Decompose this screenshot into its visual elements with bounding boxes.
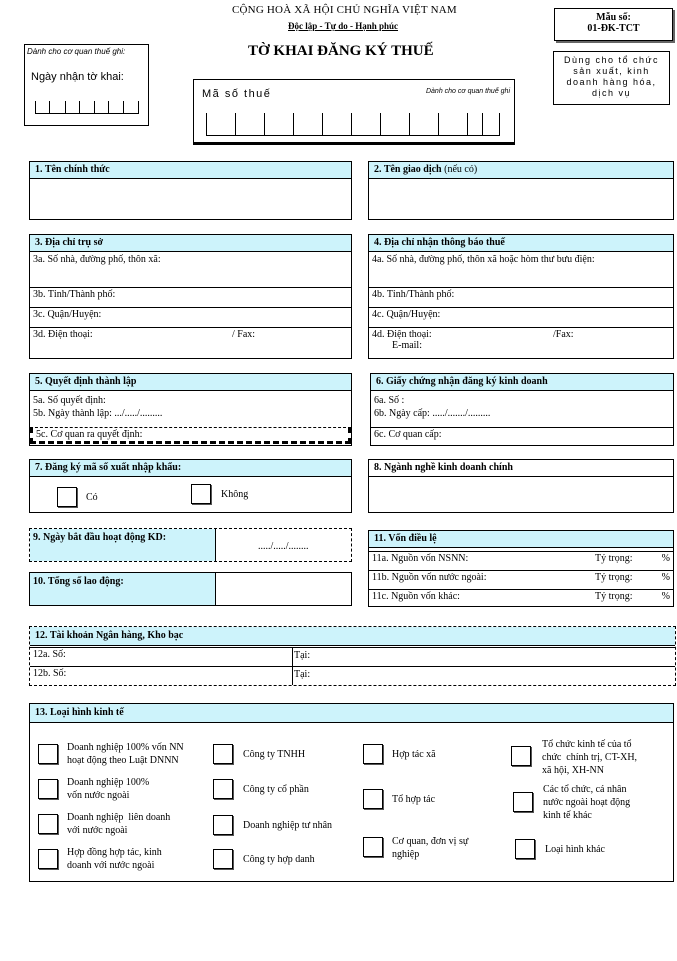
s4-fax: /Fax:	[553, 329, 574, 340]
section-13-title: 13. Loại hình kinh tế	[30, 704, 673, 723]
type-checkbox[interactable]	[213, 744, 233, 764]
section-8-title: 8. Ngành nghề kinh doanh chính	[369, 460, 673, 477]
s12a-label: 12a. Số:	[33, 649, 66, 660]
type-joint-venture: Doanh nghiệp liên doanh với nước ngoài	[67, 812, 171, 836]
type-checkbox[interactable]	[515, 839, 535, 859]
section-2-title-text: 2. Tên giao dịch	[374, 164, 442, 175]
form-code: 01-ĐK-TCT	[587, 23, 640, 34]
receipt-date-label: Ngày nhận tờ khai:	[31, 71, 124, 83]
s3-street[interactable]: 3a. Số nhà, đường phố, thôn xã:	[33, 254, 161, 265]
s11a-pct: %	[661, 553, 670, 564]
s4-phone: 4d. Điện thoại:	[372, 329, 432, 340]
s6-issue-date[interactable]: 6b. Ngày cấp: ...../......./.........	[374, 408, 491, 419]
section-11-title: 11. Vốn điều lệ	[369, 531, 673, 548]
section-2-title-note: (nếu có)	[444, 164, 478, 175]
s4-province[interactable]: 4b. Tỉnh/Thành phố:	[369, 287, 673, 301]
tax-office-note-right: Dành cho cơ quan thuế ghi	[425, 88, 510, 95]
trade-name-field[interactable]	[369, 180, 673, 219]
s3-phone: 3d. Điện thoại:	[33, 329, 93, 340]
section-3	[29, 234, 352, 359]
form-title: TỜ KHAI ĐĂNG KÝ THUẾ	[248, 43, 434, 59]
start-date-field[interactable]: ...../...../........	[258, 541, 309, 552]
type-cooperative: Hợp tác xã	[392, 749, 436, 760]
type-checkbox[interactable]	[511, 746, 531, 766]
type-foreign-individuals: Các tổ chức, cá nhân nước ngoài hoạt động kinh tế khác	[543, 784, 631, 821]
s11a-label: 11a. Nguồn vốn NSNN:	[372, 553, 469, 564]
type-checkbox[interactable]	[38, 744, 58, 764]
type-bcc: Hợp đồng hợp tác, kinh doanh với nước ngoài	[67, 847, 162, 871]
s6-issuing-body[interactable]: 6c. Cơ quan cấp:	[371, 427, 673, 441]
type-private: Doanh nghiệp tư nhân	[243, 820, 333, 831]
form-code-label: Mẫu số:	[596, 12, 631, 23]
form-code-box	[554, 8, 673, 41]
country-name: CỘNG HOÀ XÃ HỘI CHỦ NGHĨA VIỆT NAM	[232, 4, 457, 16]
section-11	[368, 530, 674, 607]
official-name-field[interactable]	[30, 180, 351, 219]
type-checkbox[interactable]	[38, 849, 58, 869]
receipt-date-field[interactable]	[35, 93, 139, 114]
section-4	[368, 234, 674, 359]
section-1-title: 1. Tên chính thức	[30, 162, 351, 179]
tax-code-label: Mã số thuế	[202, 88, 272, 100]
s7-yes-label: Có	[86, 492, 98, 503]
type-partnership: Công ty hợp danh	[243, 854, 315, 865]
section-4-title: 4. Địa chỉ nhận thông báo thuế	[369, 235, 673, 252]
s11-row[interactable]	[369, 589, 673, 603]
s12b-label: 12b. Số:	[33, 668, 67, 679]
section-12-title: 12. Tài khoản Ngân hàng, Kho bạc	[30, 627, 675, 646]
receipt-box	[24, 44, 149, 126]
type-checkbox[interactable]	[213, 815, 233, 835]
tax-office-note-left: Dành cho cơ quan thuế ghi:	[27, 47, 126, 56]
section-9	[29, 528, 352, 562]
s3-district[interactable]: 3c. Quận/Huyện:	[30, 307, 351, 321]
type-checkbox[interactable]	[363, 789, 383, 809]
motto: Độc lập - Tự do - Hạnh phúc	[288, 21, 399, 31]
usage-note: Dùng cho tổ chức sản xuất, kinh doanh hàng hóa, dịch vụ	[563, 55, 660, 98]
s4-email: E-mail:	[392, 340, 422, 351]
type-checkbox[interactable]	[38, 779, 58, 799]
s4-district[interactable]: 4c. Quận/Huyện:	[369, 307, 673, 321]
section-10	[29, 572, 352, 606]
section-10-title: 10. Tổng số lao động:	[30, 573, 216, 605]
section-6-title: 6. Giấy chứng nhận đăng ký kinh doanh	[371, 374, 673, 391]
s5-founding-date[interactable]: 5b. Ngày thành lập: .../...../.........	[33, 408, 163, 419]
type-cooperative-group: Tổ hợp tác	[392, 794, 436, 805]
s4-phone-row[interactable]	[369, 327, 673, 352]
s5-decision-no[interactable]: 5a. Số quyết định:	[33, 395, 106, 406]
s11c-pct: %	[661, 591, 670, 602]
usage-note-box	[553, 51, 670, 105]
section-7	[29, 459, 352, 513]
type-checkbox[interactable]	[363, 837, 383, 857]
business-line-field[interactable]	[369, 482, 673, 512]
section-2	[368, 161, 674, 220]
tax-code-box	[193, 79, 515, 145]
section-13	[29, 703, 674, 882]
section-8	[368, 459, 674, 513]
type-checkbox[interactable]	[38, 814, 58, 834]
type-checkbox[interactable]	[213, 849, 233, 869]
s12b-row[interactable]	[30, 666, 675, 685]
s12-divider	[292, 647, 293, 685]
s11c-label: 11c. Nguồn vốn khác:	[372, 591, 460, 602]
s12a-at: Tại:	[294, 650, 311, 661]
s7-yes-checkbox[interactable]	[57, 487, 77, 507]
section-2-title	[369, 162, 673, 179]
s12a-row[interactable]	[30, 647, 675, 666]
s11a-ratio: Tỷ trọng:	[595, 553, 633, 564]
type-foreign-owned: Doanh nghiệp 100% vốn nước ngoài	[67, 777, 150, 801]
type-jsc: Công ty cổ phần	[243, 784, 309, 795]
type-llc: Công ty TNHH	[243, 749, 306, 760]
section-3-title: 3. Địa chỉ trụ sở	[30, 235, 351, 252]
type-other: Loại hình khác	[545, 844, 605, 855]
s3-phone-row[interactable]	[30, 327, 351, 341]
tax-code-field[interactable]	[206, 111, 500, 136]
type-checkbox[interactable]	[513, 792, 533, 812]
s6-cert-no[interactable]: 6a. Số :	[374, 395, 405, 406]
section-9-title: 9. Ngày bắt đầu hoạt động KD:	[30, 529, 216, 561]
section-12	[29, 626, 676, 686]
section-1	[29, 161, 352, 220]
type-checkbox[interactable]	[363, 744, 383, 764]
type-checkbox[interactable]	[213, 779, 233, 799]
s11b-label: 11b. Nguồn vốn nước ngoài:	[372, 572, 487, 583]
type-state-owned: Doanh nghiệp 100% vốn NN hoạt động theo Luật DNNN	[67, 742, 184, 766]
s11b-ratio: Tỷ trọng:	[595, 572, 633, 583]
s11c-ratio: Tỷ trọng:	[595, 591, 633, 602]
s11b-pct: %	[661, 572, 670, 583]
s5-issuing-body[interactable]: 5c. Cơ quan ra quyết định:	[30, 427, 351, 444]
s4-street[interactable]: 4a. Số nhà, đường phố, thôn xã hoặc hòm thư bưu điện:	[372, 254, 595, 265]
section-7-title: 7. Đăng ký mã số xuất nhập khẩu:	[30, 460, 351, 477]
s3-province[interactable]: 3b. Tỉnh/Thành phố:	[30, 287, 351, 301]
labor-count-field[interactable]	[217, 573, 351, 605]
s7-no-label: Không	[221, 489, 249, 500]
type-public-unit: Cơ quan, đơn vị sự nghiệp	[392, 836, 469, 860]
s7-no-checkbox[interactable]	[191, 484, 211, 504]
section-5	[29, 373, 352, 446]
s11-row[interactable]	[369, 551, 673, 565]
s12b-at: Tại:	[294, 669, 311, 680]
s3-fax: / Fax:	[232, 329, 256, 340]
s11-row[interactable]	[369, 570, 673, 584]
section-6	[370, 373, 674, 446]
type-political-org: Tổ chức kinh tế của tổ chức chính trị, CT-XH, xã hội, XH-NN	[542, 739, 638, 776]
section-5-title: 5. Quyết định thành lập	[30, 374, 351, 391]
